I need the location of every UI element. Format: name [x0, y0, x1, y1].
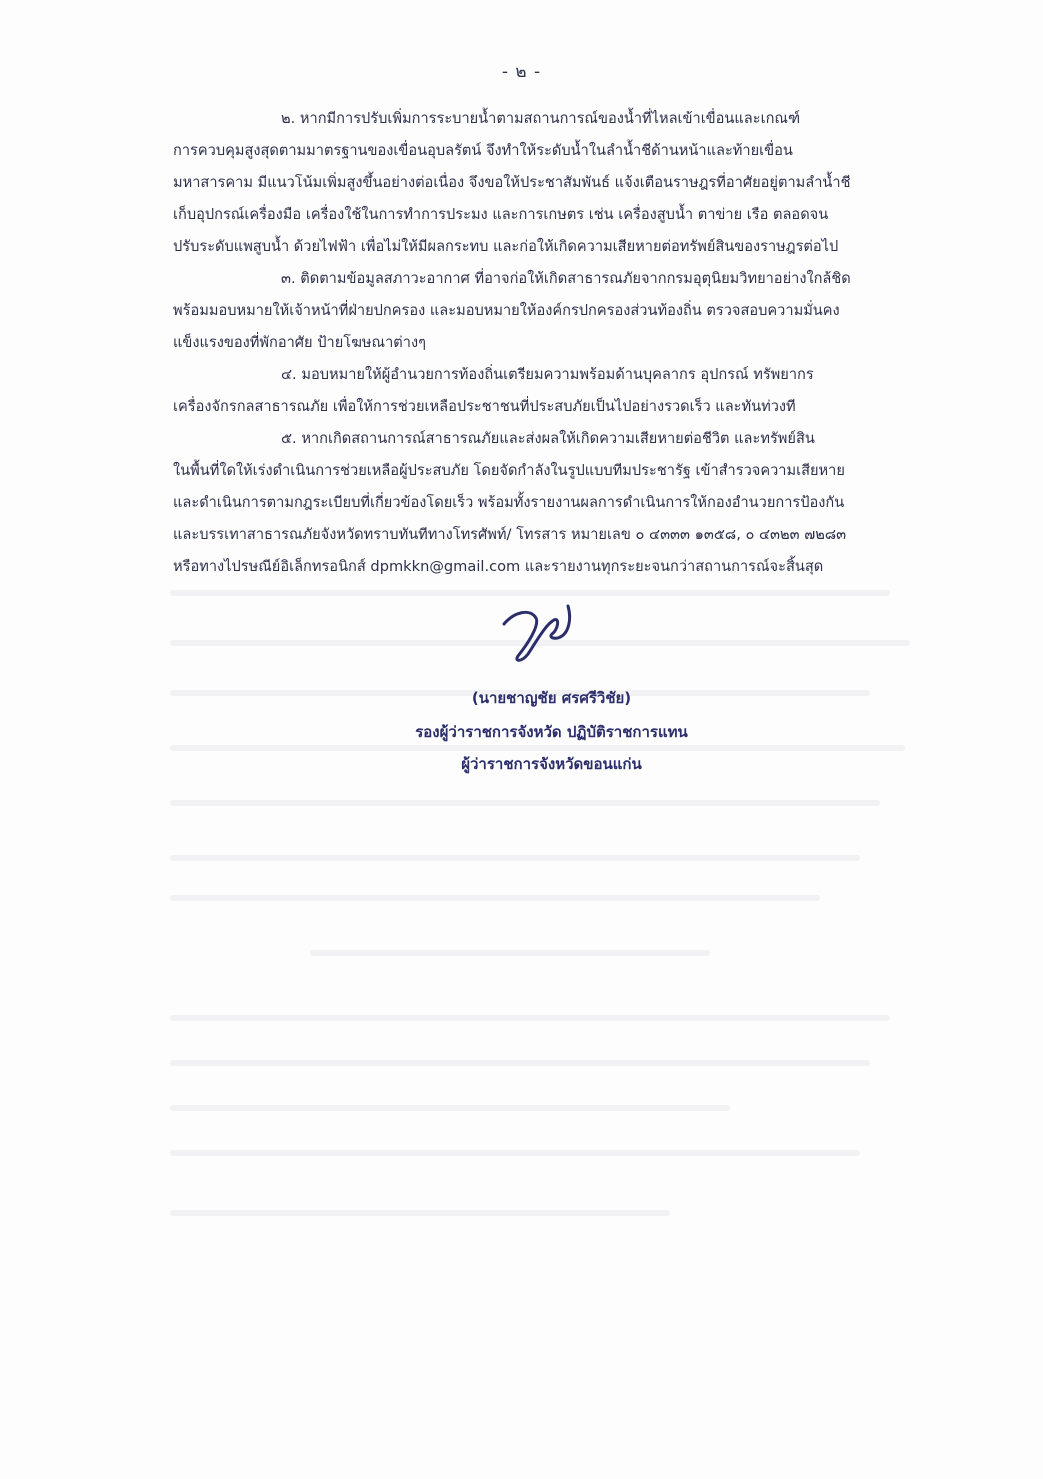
- paragraph-line: หรือทางไปรษณีย์อิเล็กทรอนิกส์ dpmkkn@gmail.com และรายงานทุกระยะจนกว่าสถานการณ์จะสิ้นสุด: [173, 558, 824, 575]
- paragraph-line: ๓. ติดตามข้อมูลสภาวะอากาศ ที่อาจก่อให้เกิดสาธารณภัยจากกรมอุตุนิยมวิทยาอย่างใกล้ชิด: [281, 270, 851, 287]
- paragraph-line: ๔. มอบหมายให้ผู้อำนวยการท้องถิ่นเตรียมความพร้อมด้านบุคลากร อุปกรณ์ ทรัพยากร: [281, 366, 814, 383]
- bleed-through: [170, 855, 860, 861]
- signer-office: ผู้ว่าราชการจังหวัดขอนแก่น: [461, 755, 642, 773]
- handwritten-signature: [496, 590, 586, 670]
- paragraph-line: ๕. หากเกิดสถานการณ์สาธารณภัยและส่งผลให้เกิดความเสียหายต่อชีวิต และทรัพย์สิน: [281, 430, 815, 447]
- paragraph-line: และดำเนินการตามกฎระเบียบที่เกี่ยวข้องโดยเร็ว พร้อมทั้งรายงานผลการดำเนินการให้กองอำนวยการป้องกัน: [173, 494, 845, 511]
- bleed-through: [170, 1210, 670, 1216]
- paragraph-line: พร้อมมอบหมายให้เจ้าหน้าที่ฝ่ายปกครอง และมอบหมายให้องค์กรปกครองส่วนท้องถิ่น ตรวจสอบความมั่นคง: [173, 302, 840, 319]
- bleed-through: [170, 745, 905, 751]
- bleed-through: [170, 1060, 870, 1066]
- body-text: [173, 103, 925, 583]
- paragraph-line: แข็งแรงของที่พักอาศัย ป้ายโฆษณาต่างๆ: [173, 334, 426, 351]
- bleed-through: [170, 1150, 860, 1156]
- bleed-through: [170, 800, 880, 806]
- bleed-through: [310, 950, 710, 956]
- page-number: - ๒ -: [501, 62, 542, 82]
- signer-position: รองผู้ว่าราชการจังหวัด ปฏิบัติราชการแทน: [415, 723, 688, 741]
- paragraph-line: เครื่องจักรกลสาธารณภัย เพื่อให้การช่วยเหลือประชาชนที่ประสบภัยเป็นไปอย่างรวดเร็ว และทันท่วงที: [173, 398, 796, 415]
- bleed-through: [170, 1015, 890, 1021]
- paragraph-line: มหาสารคาม มีแนวโน้มเพิ่มสูงขึ้นอย่างต่อเนื่อง จึงขอให้ประชาสัมพันธ์ แจ้งเตือนราษฎรที่อาศัยอยู่ตามลำน้ำชี: [173, 174, 851, 191]
- paragraph-line: ๒. หากมีการปรับเพิ่มการระบายน้ำตามสถานการณ์ของน้ำที่ไหลเข้าเขื่อนและเกณฑ์: [281, 110, 801, 127]
- paragraph-line: ปรับระดับแพสูบน้ำ ด้วยไฟฟ้า เพื่อไม่ให้มีผลกระทบ และก่อให้เกิดความเสียหายต่อทรัพย์สินของราษฎรต่อไป: [173, 238, 839, 255]
- signer-name: (นายชาญชัย ศรศรีวิชัย): [471, 689, 632, 707]
- paragraph-line: เก็บอุปกรณ์เครื่องมือ เครื่องใช้ในการทำการประมง และการเกษตร เช่น เครื่องสูบน้ำ ตาข่าย เรือ ตลอดจน: [173, 206, 829, 223]
- bleed-through: [170, 895, 820, 901]
- paragraph-line: การควบคุมสูงสุดตามมาตรฐานของเขื่อนอุบลรัตน์ จึงทำให้ระดับน้ำในลำน้ำชีด้านหน้าและท้ายเขื่อน: [173, 142, 793, 159]
- paragraph-line: และบรรเทาสาธารณภัยจังหวัดทราบทันทีทางโทรศัพท์/ โทรสาร หมายเลข ๐ ๔๓๓๓ ๑๓๕๘, ๐ ๔๓๒๓ ๗๒๘๓: [173, 526, 847, 543]
- paragraph-line: ในพื้นที่ใดให้เร่งดำเนินการช่วยเหลือผู้ประสบภัย โดยจัดกำลังในรูปแบบทีมประชารัฐ เข้าสำรวจความเสียหาย: [173, 462, 845, 479]
- bleed-through: [170, 1105, 730, 1111]
